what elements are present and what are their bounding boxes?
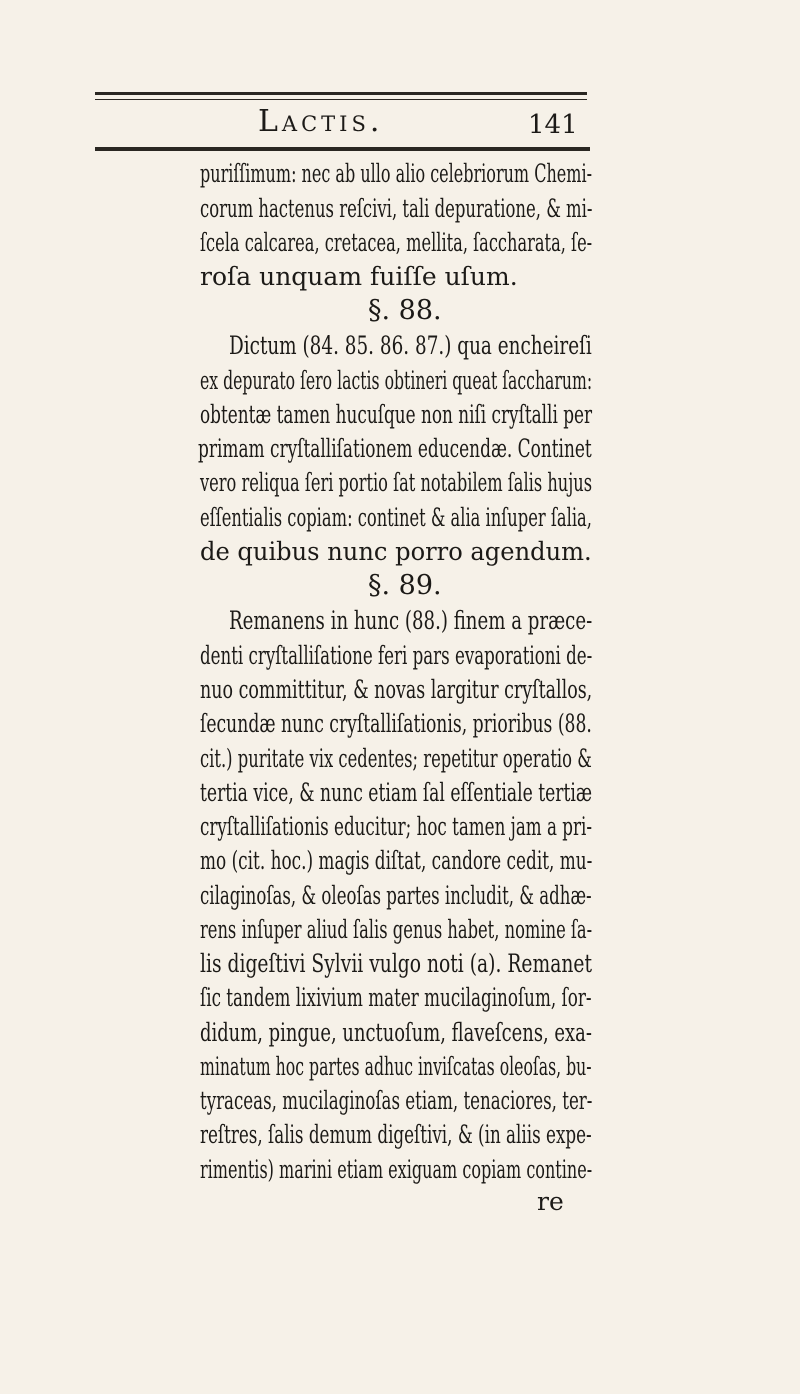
text-line: roſa unquam fuiſſe uſum. (200, 262, 518, 291)
text-line: vero reliqua ſeri portio ſat notabilem ſalis hujus (200, 468, 593, 497)
text-line: ſcela calcarea, cretacea, mellita, ſaccharata, ſe- (200, 228, 593, 257)
text-line: denti cryſtalliſatione feri pars evaporationi de- (200, 641, 593, 670)
text-line: didum, pingue, unctuoſum, flaveſcens, exa- (200, 1018, 592, 1047)
header-rule-top (95, 92, 587, 95)
text-line: mo (cit. hoc.) magis diſtat, candore cedit, mu- (200, 846, 593, 875)
text-line: cilaginoſas, & oleoſas partes includit, & adhæ- (200, 881, 592, 910)
text-line: tyraceas, mucilaginoſas etiam, tenaciores, ter- (200, 1086, 593, 1115)
text-line: minatum hoc partes adhuc inviſcatas oleoſas, bu- (200, 1052, 592, 1081)
text-line: nuo committitur, & novas largitur cryſtallos, (200, 675, 593, 704)
text-line: lis digeſtivi Sylvii vulgo noti (a). Remanet (200, 949, 593, 978)
text-line: ſic tandem lixivium mater mucilaginoſum, ſor- (200, 983, 592, 1012)
text-line: primam cryſtalliſationem educendæ. Continet (198, 434, 592, 463)
text-line: de quibus nunc porro agendum. (200, 537, 592, 566)
text-line: rens inſuper aliud ſalis genus habet, nomine ſa- (200, 915, 593, 944)
text-line: tertia vice, & nunc etiam ſal eſſentiale tertiæ (200, 778, 593, 807)
running-title: Lactis. (258, 104, 384, 139)
text-line: ex depurato ſero lactis obtineri queat ſaccharum: (200, 366, 593, 395)
section-heading: §. 89. (368, 570, 442, 601)
text-line: obtentæ tamen hucuſque non niſi cryſtalli per (200, 400, 593, 429)
text-line: reſtres, ſalis demum digeſtivi, & (in aliis expe- (200, 1120, 592, 1149)
text-line: Remanens in hunc (88.) finem a præce- (229, 606, 593, 635)
text-line: cit.) puritate vix cedentes; repetitur operatio & (200, 744, 592, 773)
text-line: rimentis) marini etiam exiguam copiam contine- (200, 1155, 593, 1184)
catchword: re (537, 1187, 564, 1216)
header-rule-top-thin (95, 99, 587, 100)
text-line: puriſſimum: nec ab ullo alio celebriorum Chemi- (200, 159, 593, 188)
text-line: cryſtalliſationis educitur; hoc tamen jam a pri- (200, 812, 592, 841)
header-rule-bottom (95, 147, 590, 151)
section-heading: §. 88. (368, 295, 442, 326)
text-line: Dictum (84. 85. 86. 87.) qua encheireſi (229, 331, 592, 360)
text-line: eſſentialis copiam: continet & alia inſuper ſalia, (200, 503, 592, 532)
page-number: 141 (528, 110, 578, 140)
text-line: corum hactenus reſcivi, tali depuratione, & mi- (200, 194, 593, 223)
text-line: ſecundæ nunc cryſtalliſationis, prioribus (88. (200, 709, 592, 738)
